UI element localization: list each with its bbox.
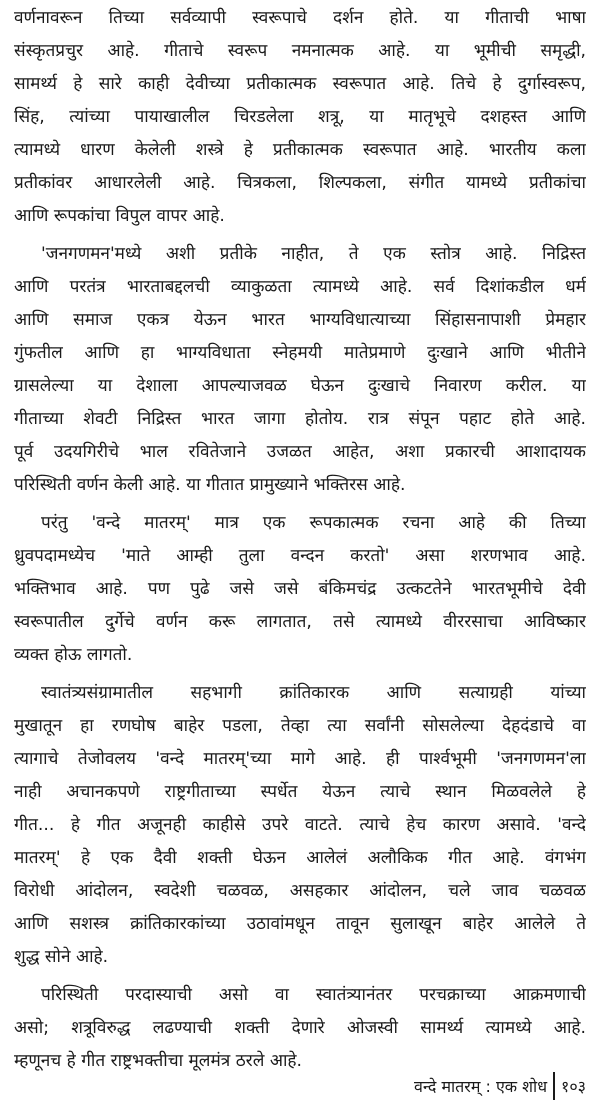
text-line: 'जनगणमन'मध्ये अशी प्रतीके नाहीत, ते एक स्तोत्र आहे. निद्रिस्त [41,244,586,264]
text-line: गुंफतील आणि हा भाग्यविधाता स्नेहमयी मातेप्रमाणे दुःखाने आणि भीतीने [14,343,586,363]
text-line: त्यागाचे तेजोवलय 'वन्दे मातरम्'च्या मागे आहे. ही पार्श्वभूमी 'जनगणमन'ला [14,749,586,769]
text-line: आणि रूपकांचा विपुल वापर आहे. [14,206,225,226]
text-line: परिस्थिती परदास्याची असो वा स्वातंत्र्यानंतर परचक्राच्या आक्रमणाची [41,985,586,1005]
text-line: संस्कृतप्रचुर आहे. गीताचे स्वरूप नमनात्मक आहे. या भूमीची समृद्धी, [14,41,586,61]
text-line: ध्रुवपदामध्येच 'माते आम्ही तुला वन्दन करतो' असा शरणभाव आहे. [14,546,586,566]
text-line: पूर्व उदयगिरीचे भाल रवितेजाने उजळत आहेत, अशा प्रकारची आशादायक [14,442,586,462]
text-line: सिंह, त्यांच्या पायाखालील चिरडलेला शत्रू, या मातृभूचे दशहस्त आणि [14,107,586,127]
text-line: आणि परतंत्र भारताबद्दलची व्याकुळता त्यामध्ये आहे. सर्व दिशांकडील धर्म [14,277,586,297]
paragraph [14,677,586,974]
text-line: मुखातून हा रणघोष बाहेर पडला, तेव्हा त्या सर्वांनी सोसलेल्या देहदंडाचे वा [14,716,586,736]
text-line: परिस्थिती वर्णन केली आहे. या गीतात प्रामुख्याने भक्तिरस आहे. [14,475,406,495]
text-line: ग्रासलेल्या या देशाला आपल्याजवळ घेऊन दुःखाचे निवारण करील. या [14,376,586,396]
footer-divider [553,1072,555,1100]
paragraph [14,2,586,233]
text-line: त्यामध्ये धारण केलेली शस्त्रे हे प्रतीकात्मक स्वरूपात आहे. भारतीय कला [14,140,586,160]
page-number: १०३ [561,1077,586,1096]
text-line: स्वातंत्र्यसंग्रामातील सहभागी क्रांतिकारक आणि सत्याग्रही यांच्या [41,683,586,703]
text-line: गीत... हे गीत अजूनही काहीसे उपरे वाटते. त्याचे हेच कारण असावे. 'वन्दे [14,815,586,835]
text-line: मातरम्' हे एक दैवी शक्ती घेऊन आलेलं अलौकिक गीत आहे. वंगभंग [14,848,586,868]
paragraph [14,979,586,1078]
text-line: आणि सशस्त्र क्रांतिकारकांच्या उठावांमधून तावून सुलाखून बाहेर आलेले ते [14,914,586,934]
text-line: गीताच्या शेवटी निद्रिस्त भारत जागा होतोय. रात्र संपून पहाट होते आहे. [14,409,586,429]
text-line: सामर्थ्य हे सारे काही देवीच्या प्रतीकात्मक स्वरूपात आहे. तिचे हे दुर्गास्वरूप, [14,74,586,94]
text-line: शुद्ध सोने आहे. [14,947,109,967]
text-line: स्वरूपातील दुर्गेचे वर्णन करू लागतात, तसे त्यामध्ये वीररसाचा आविष्कार [14,612,586,632]
text-line: म्हणूनच हे गीत राष्ट्रभक्तीचा मूलमंत्र ठरले आहे. [14,1051,302,1071]
text-line: विरोधी आंदोलन, स्वदेशी चळवळ, असहकार आंदोलन, चले जाव चळवळ [14,881,586,901]
text-line: व्यक्त होऊ लागतो. [14,645,133,665]
paragraph [14,507,586,672]
running-title: वन्दे मातरम् : एक शोध [414,1077,548,1096]
text-line: असो; शत्रूविरुद्ध लढण्याची शक्ती देणारे ओजस्वी सामर्थ्य त्यामध्ये आहे. [14,1018,586,1038]
text-line: वर्णनावरून तिच्या सर्वव्यापी स्वरूपाचे दर्शन होते. या गीताची भाषा [14,8,586,28]
page-footer [364,1070,586,1102]
text-line: नाही अचानकपणे राष्ट्रगीताच्या स्पर्धेत येऊन त्याचे स्थान मिळवलेले हे [14,782,586,802]
text-line: परंतु 'वन्दे मातरम्' मात्र एक रूपकात्मक रचना आहे की तिच्या [41,513,586,533]
text-line: आणि समाज एकत्र येऊन भारत भाग्यविधात्याच्या सिंहासनापाशी प्रेमहार [14,310,586,330]
page-body [14,2,586,1078]
text-line: भक्तिभाव आहे. पण पुढे जसे जसे बंकिमचंद्र उत्कटतेने भारतभूमीचे देवी [14,579,586,599]
paragraph [14,238,586,502]
text-line: प्रतीकांवर आधारलेली आहे. चित्रकला, शिल्पकला, संगीत यामध्ये प्रतीकांचा [14,173,586,193]
